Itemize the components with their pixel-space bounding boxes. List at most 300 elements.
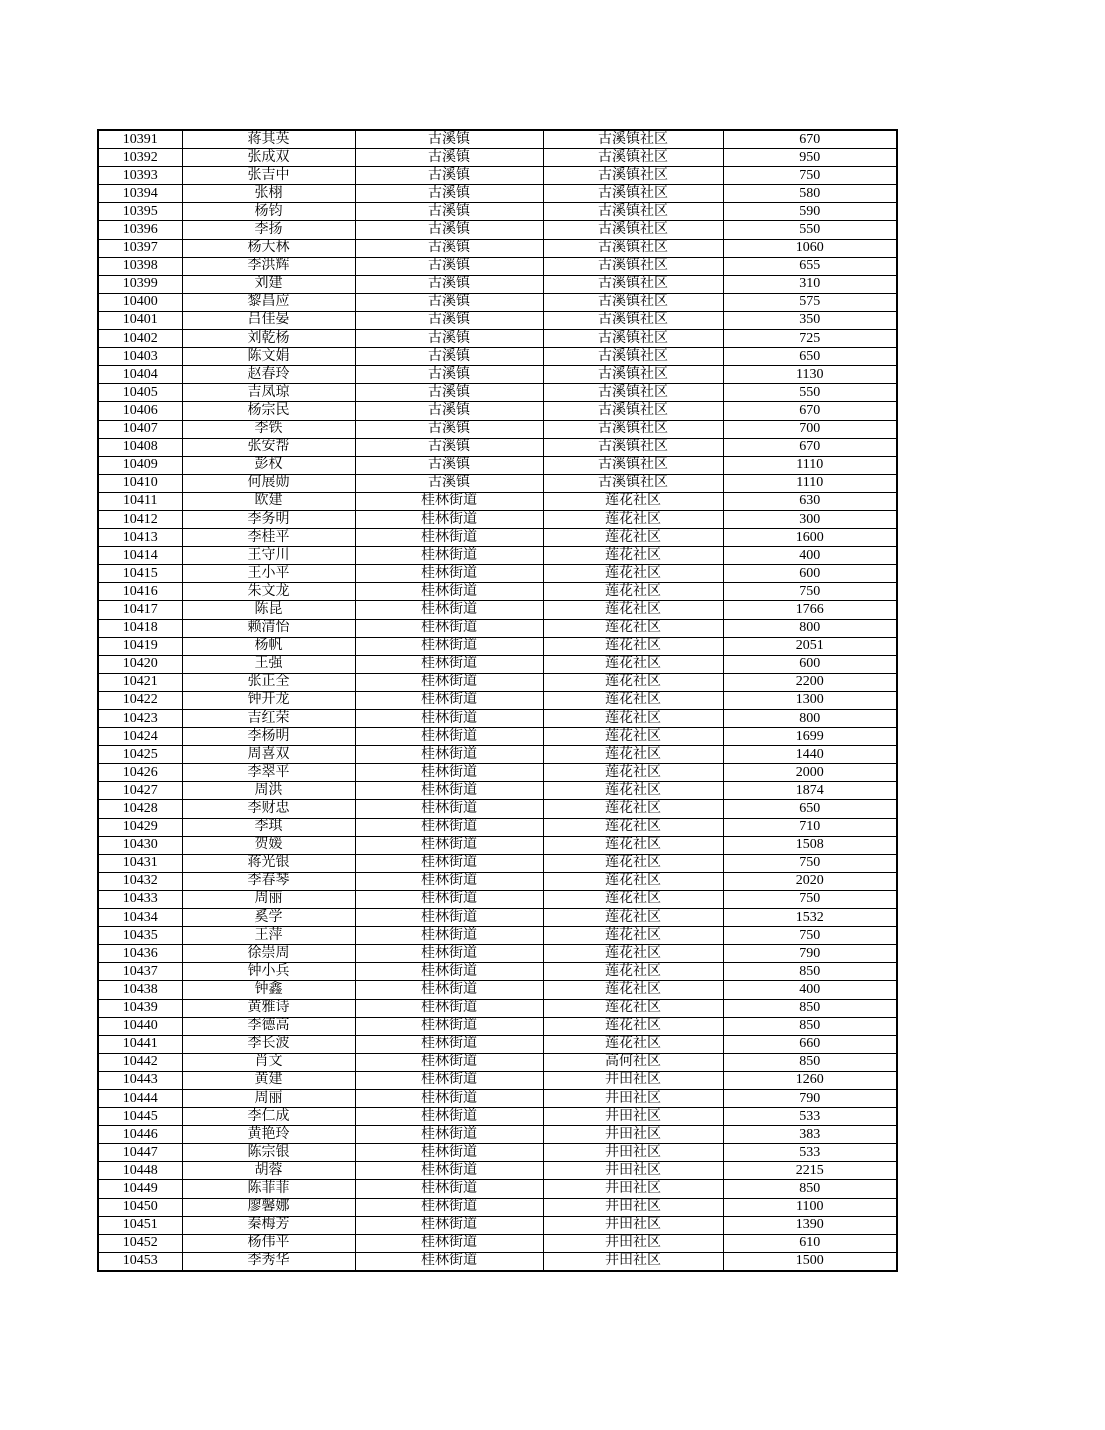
community-cell: 古溪镇社区 bbox=[543, 203, 723, 221]
name-cell: 王小平 bbox=[182, 565, 355, 583]
table-row bbox=[98, 818, 897, 836]
amount-cell: 1699 bbox=[723, 728, 897, 746]
id-cell: 10448 bbox=[98, 1162, 182, 1180]
community-cell: 莲花社区 bbox=[543, 1017, 723, 1035]
town-cell: 桂林街道 bbox=[355, 999, 543, 1017]
name-cell: 杨帆 bbox=[182, 637, 355, 655]
community-cell: 莲花社区 bbox=[543, 710, 723, 728]
amount-cell: 1766 bbox=[723, 601, 897, 619]
name-cell: 李仁成 bbox=[182, 1108, 355, 1126]
amount-cell: 650 bbox=[723, 348, 897, 366]
name-cell: 李德高 bbox=[182, 1017, 355, 1035]
community-cell: 井田社区 bbox=[543, 1180, 723, 1198]
amount-cell: 1532 bbox=[723, 909, 897, 927]
id-cell: 10453 bbox=[98, 1252, 182, 1271]
table-row bbox=[98, 130, 897, 149]
community-cell: 莲花社区 bbox=[543, 872, 723, 890]
id-cell: 10443 bbox=[98, 1071, 182, 1089]
amount-cell: 650 bbox=[723, 800, 897, 818]
table-row bbox=[98, 1252, 897, 1271]
name-cell: 陈菲菲 bbox=[182, 1180, 355, 1198]
community-cell: 莲花社区 bbox=[543, 818, 723, 836]
community-cell: 莲花社区 bbox=[543, 601, 723, 619]
town-cell: 桂林街道 bbox=[355, 909, 543, 927]
id-cell: 10413 bbox=[98, 529, 182, 547]
name-cell: 刘建 bbox=[182, 275, 355, 293]
name-cell: 赖清怡 bbox=[182, 619, 355, 637]
amount-cell: 670 bbox=[723, 402, 897, 420]
name-cell: 张安帮 bbox=[182, 438, 355, 456]
table-row bbox=[98, 981, 897, 999]
community-cell: 莲花社区 bbox=[543, 691, 723, 709]
amount-cell: 1130 bbox=[723, 366, 897, 384]
id-cell: 10442 bbox=[98, 1053, 182, 1071]
amount-cell: 750 bbox=[723, 167, 897, 185]
name-cell: 李春琴 bbox=[182, 872, 355, 890]
amount-cell: 2200 bbox=[723, 673, 897, 691]
table-row bbox=[98, 565, 897, 583]
id-cell: 10417 bbox=[98, 601, 182, 619]
town-cell: 桂林街道 bbox=[355, 981, 543, 999]
id-cell: 10410 bbox=[98, 474, 182, 492]
amount-cell: 1060 bbox=[723, 239, 897, 257]
town-cell: 桂林街道 bbox=[355, 673, 543, 691]
table-row bbox=[98, 764, 897, 782]
name-cell: 彭权 bbox=[182, 456, 355, 474]
table-row bbox=[98, 1108, 897, 1126]
name-cell: 胡蓉 bbox=[182, 1162, 355, 1180]
amount-cell: 800 bbox=[723, 619, 897, 637]
amount-cell: 400 bbox=[723, 547, 897, 565]
community-cell: 古溪镇社区 bbox=[543, 438, 723, 456]
name-cell: 杨伟平 bbox=[182, 1234, 355, 1252]
table-row bbox=[98, 1071, 897, 1089]
amount-cell: 1508 bbox=[723, 836, 897, 854]
name-cell: 钟鑫 bbox=[182, 981, 355, 999]
id-cell: 10401 bbox=[98, 311, 182, 329]
id-cell: 10407 bbox=[98, 420, 182, 438]
table-row bbox=[98, 529, 897, 547]
table-row bbox=[98, 945, 897, 963]
amount-cell: 850 bbox=[723, 1180, 897, 1198]
town-cell: 古溪镇 bbox=[355, 456, 543, 474]
id-cell: 10426 bbox=[98, 764, 182, 782]
name-cell: 李杨明 bbox=[182, 728, 355, 746]
community-cell: 莲花社区 bbox=[543, 836, 723, 854]
name-cell: 欧建 bbox=[182, 492, 355, 510]
id-cell: 10449 bbox=[98, 1180, 182, 1198]
amount-cell: 1600 bbox=[723, 529, 897, 547]
amount-cell: 670 bbox=[723, 438, 897, 456]
town-cell: 桂林街道 bbox=[355, 1089, 543, 1107]
community-cell: 古溪镇社区 bbox=[543, 275, 723, 293]
id-cell: 10402 bbox=[98, 330, 182, 348]
community-cell: 井田社区 bbox=[543, 1252, 723, 1271]
community-cell: 古溪镇社区 bbox=[543, 330, 723, 348]
community-cell: 井田社区 bbox=[543, 1216, 723, 1234]
community-cell: 莲花社区 bbox=[543, 927, 723, 945]
community-cell: 莲花社区 bbox=[543, 510, 723, 528]
id-cell: 10415 bbox=[98, 565, 182, 583]
name-cell: 周丽 bbox=[182, 890, 355, 908]
amount-cell: 750 bbox=[723, 854, 897, 872]
id-cell: 10416 bbox=[98, 583, 182, 601]
id-cell: 10437 bbox=[98, 963, 182, 981]
name-cell: 陈宗银 bbox=[182, 1144, 355, 1162]
table-row bbox=[98, 311, 897, 329]
id-cell: 10424 bbox=[98, 728, 182, 746]
community-cell: 井田社区 bbox=[543, 1198, 723, 1216]
town-cell: 桂林街道 bbox=[355, 510, 543, 528]
community-cell: 莲花社区 bbox=[543, 854, 723, 872]
amount-cell: 610 bbox=[723, 1234, 897, 1252]
town-cell: 桂林街道 bbox=[355, 1144, 543, 1162]
id-cell: 10395 bbox=[98, 203, 182, 221]
id-cell: 10409 bbox=[98, 456, 182, 474]
town-cell: 桂林街道 bbox=[355, 764, 543, 782]
name-cell: 张栩 bbox=[182, 185, 355, 203]
table-row bbox=[98, 474, 897, 492]
amount-cell: 950 bbox=[723, 149, 897, 167]
name-cell: 张吉中 bbox=[182, 167, 355, 185]
town-cell: 桂林街道 bbox=[355, 529, 543, 547]
id-cell: 10433 bbox=[98, 890, 182, 908]
table-row bbox=[98, 1180, 897, 1198]
name-cell: 李扬 bbox=[182, 221, 355, 239]
community-cell: 古溪镇社区 bbox=[543, 185, 723, 203]
name-cell: 李翠平 bbox=[182, 764, 355, 782]
table-row bbox=[98, 800, 897, 818]
amount-cell: 600 bbox=[723, 565, 897, 583]
id-cell: 10405 bbox=[98, 384, 182, 402]
table-row bbox=[98, 619, 897, 637]
name-cell: 周喜双 bbox=[182, 746, 355, 764]
table-row bbox=[98, 384, 897, 402]
amount-cell: 655 bbox=[723, 257, 897, 275]
amount-cell: 533 bbox=[723, 1108, 897, 1126]
table-row bbox=[98, 330, 897, 348]
town-cell: 桂林街道 bbox=[355, 691, 543, 709]
table-row bbox=[98, 890, 897, 908]
community-cell: 莲花社区 bbox=[543, 655, 723, 673]
id-cell: 10450 bbox=[98, 1198, 182, 1216]
id-cell: 10430 bbox=[98, 836, 182, 854]
community-cell: 井田社区 bbox=[543, 1089, 723, 1107]
table-row bbox=[98, 1144, 897, 1162]
town-cell: 桂林街道 bbox=[355, 1180, 543, 1198]
name-cell: 贺媛 bbox=[182, 836, 355, 854]
town-cell: 古溪镇 bbox=[355, 221, 543, 239]
amount-cell: 383 bbox=[723, 1126, 897, 1144]
id-cell: 10396 bbox=[98, 221, 182, 239]
table-row bbox=[98, 1017, 897, 1035]
town-cell: 古溪镇 bbox=[355, 257, 543, 275]
community-cell: 井田社区 bbox=[543, 1126, 723, 1144]
table-row bbox=[98, 583, 897, 601]
town-cell: 桂林街道 bbox=[355, 782, 543, 800]
id-cell: 10452 bbox=[98, 1234, 182, 1252]
town-cell: 桂林街道 bbox=[355, 728, 543, 746]
town-cell: 古溪镇 bbox=[355, 149, 543, 167]
town-cell: 桂林街道 bbox=[355, 1216, 543, 1234]
community-cell: 莲花社区 bbox=[543, 529, 723, 547]
town-cell: 桂林街道 bbox=[355, 818, 543, 836]
table-row bbox=[98, 203, 897, 221]
table-row bbox=[98, 782, 897, 800]
name-cell: 赵春玲 bbox=[182, 366, 355, 384]
community-cell: 古溪镇社区 bbox=[543, 149, 723, 167]
town-cell: 古溪镇 bbox=[355, 420, 543, 438]
community-cell: 莲花社区 bbox=[543, 1035, 723, 1053]
id-cell: 10391 bbox=[98, 130, 182, 149]
id-cell: 10418 bbox=[98, 619, 182, 637]
community-cell: 莲花社区 bbox=[543, 673, 723, 691]
community-cell: 古溪镇社区 bbox=[543, 420, 723, 438]
table-row bbox=[98, 746, 897, 764]
id-cell: 10414 bbox=[98, 547, 182, 565]
id-cell: 10428 bbox=[98, 800, 182, 818]
id-cell: 10419 bbox=[98, 637, 182, 655]
amount-cell: 750 bbox=[723, 890, 897, 908]
name-cell: 何展勋 bbox=[182, 474, 355, 492]
town-cell: 桂林街道 bbox=[355, 800, 543, 818]
community-cell: 莲花社区 bbox=[543, 890, 723, 908]
id-cell: 10392 bbox=[98, 149, 182, 167]
amount-cell: 790 bbox=[723, 945, 897, 963]
id-cell: 10434 bbox=[98, 909, 182, 927]
town-cell: 桂林街道 bbox=[355, 963, 543, 981]
name-cell: 李长波 bbox=[182, 1035, 355, 1053]
table-row bbox=[98, 547, 897, 565]
town-cell: 桂林街道 bbox=[355, 1071, 543, 1089]
amount-cell: 850 bbox=[723, 963, 897, 981]
town-cell: 桂林街道 bbox=[355, 492, 543, 510]
town-cell: 桂林街道 bbox=[355, 1017, 543, 1035]
amount-cell: 1260 bbox=[723, 1071, 897, 1089]
name-cell: 黄艳玲 bbox=[182, 1126, 355, 1144]
id-cell: 10421 bbox=[98, 673, 182, 691]
town-cell: 桂林街道 bbox=[355, 872, 543, 890]
town-cell: 桂林街道 bbox=[355, 1252, 543, 1271]
town-cell: 桂林街道 bbox=[355, 927, 543, 945]
table-row bbox=[98, 1089, 897, 1107]
amount-cell: 1300 bbox=[723, 691, 897, 709]
table-row bbox=[98, 239, 897, 257]
name-cell: 周丽 bbox=[182, 1089, 355, 1107]
town-cell: 古溪镇 bbox=[355, 438, 543, 456]
id-cell: 10435 bbox=[98, 927, 182, 945]
table-row bbox=[98, 1053, 897, 1071]
id-cell: 10431 bbox=[98, 854, 182, 872]
table-row bbox=[98, 927, 897, 945]
community-cell: 古溪镇社区 bbox=[543, 384, 723, 402]
community-cell: 井田社区 bbox=[543, 1162, 723, 1180]
table-row bbox=[98, 438, 897, 456]
id-cell: 10393 bbox=[98, 167, 182, 185]
town-cell: 古溪镇 bbox=[355, 402, 543, 420]
name-cell: 徐崇周 bbox=[182, 945, 355, 963]
table-row bbox=[98, 185, 897, 203]
table-row bbox=[98, 149, 897, 167]
id-cell: 10422 bbox=[98, 691, 182, 709]
amount-cell: 580 bbox=[723, 185, 897, 203]
table-row bbox=[98, 673, 897, 691]
town-cell: 古溪镇 bbox=[355, 203, 543, 221]
community-cell: 莲花社区 bbox=[543, 981, 723, 999]
table-row bbox=[98, 275, 897, 293]
name-cell: 吉红荣 bbox=[182, 710, 355, 728]
name-cell: 杨大林 bbox=[182, 239, 355, 257]
table-row bbox=[98, 854, 897, 872]
amount-cell: 2215 bbox=[723, 1162, 897, 1180]
town-cell: 桂林街道 bbox=[355, 1234, 543, 1252]
town-cell: 桂林街道 bbox=[355, 1035, 543, 1053]
name-cell: 李财忠 bbox=[182, 800, 355, 818]
amount-cell: 550 bbox=[723, 384, 897, 402]
amount-cell: 1390 bbox=[723, 1216, 897, 1234]
community-cell: 莲花社区 bbox=[543, 637, 723, 655]
amount-cell: 800 bbox=[723, 710, 897, 728]
community-cell: 莲花社区 bbox=[543, 963, 723, 981]
name-cell: 吉凤琼 bbox=[182, 384, 355, 402]
name-cell: 李务明 bbox=[182, 510, 355, 528]
amount-cell: 2000 bbox=[723, 764, 897, 782]
town-cell: 古溪镇 bbox=[355, 366, 543, 384]
id-cell: 10451 bbox=[98, 1216, 182, 1234]
table-row bbox=[98, 293, 897, 311]
community-cell: 莲花社区 bbox=[543, 746, 723, 764]
name-cell: 李铁 bbox=[182, 420, 355, 438]
town-cell: 古溪镇 bbox=[355, 384, 543, 402]
community-cell: 莲花社区 bbox=[543, 764, 723, 782]
name-cell: 奚学 bbox=[182, 909, 355, 927]
town-cell: 桂林街道 bbox=[355, 583, 543, 601]
town-cell: 古溪镇 bbox=[355, 275, 543, 293]
name-cell: 刘乾杨 bbox=[182, 330, 355, 348]
table-row bbox=[98, 963, 897, 981]
id-cell: 10444 bbox=[98, 1089, 182, 1107]
table-row bbox=[98, 492, 897, 510]
table-row bbox=[98, 348, 897, 366]
id-cell: 10408 bbox=[98, 438, 182, 456]
amount-cell: 1440 bbox=[723, 746, 897, 764]
community-cell: 井田社区 bbox=[543, 1144, 723, 1162]
table-row bbox=[98, 655, 897, 673]
name-cell: 黎昌应 bbox=[182, 293, 355, 311]
name-cell: 钟小兵 bbox=[182, 963, 355, 981]
table-row bbox=[98, 456, 897, 474]
amount-cell: 850 bbox=[723, 1017, 897, 1035]
community-cell: 古溪镇社区 bbox=[543, 311, 723, 329]
community-cell: 古溪镇社区 bbox=[543, 130, 723, 149]
community-cell: 井田社区 bbox=[543, 1234, 723, 1252]
table-row bbox=[98, 601, 897, 619]
amount-cell: 670 bbox=[723, 130, 897, 149]
amount-cell: 550 bbox=[723, 221, 897, 239]
community-cell: 井田社区 bbox=[543, 1071, 723, 1089]
community-cell: 莲花社区 bbox=[543, 565, 723, 583]
town-cell: 桂林街道 bbox=[355, 1126, 543, 1144]
amount-cell: 575 bbox=[723, 293, 897, 311]
amount-cell: 750 bbox=[723, 927, 897, 945]
name-cell: 李洪辉 bbox=[182, 257, 355, 275]
table-row bbox=[98, 872, 897, 890]
id-cell: 10404 bbox=[98, 366, 182, 384]
table-body bbox=[98, 130, 897, 1271]
community-cell: 古溪镇社区 bbox=[543, 402, 723, 420]
community-cell: 莲花社区 bbox=[543, 492, 723, 510]
community-cell: 古溪镇社区 bbox=[543, 348, 723, 366]
id-cell: 10420 bbox=[98, 655, 182, 673]
name-cell: 杨钧 bbox=[182, 203, 355, 221]
community-cell: 古溪镇社区 bbox=[543, 474, 723, 492]
amount-cell: 850 bbox=[723, 999, 897, 1017]
table-row bbox=[98, 510, 897, 528]
community-cell: 莲花社区 bbox=[543, 619, 723, 637]
table-row bbox=[98, 1126, 897, 1144]
id-cell: 10406 bbox=[98, 402, 182, 420]
town-cell: 桂林街道 bbox=[355, 1053, 543, 1071]
amount-cell: 1110 bbox=[723, 474, 897, 492]
name-cell: 王守川 bbox=[182, 547, 355, 565]
table-row bbox=[98, 1162, 897, 1180]
name-cell: 蒋其英 bbox=[182, 130, 355, 149]
town-cell: 桂林街道 bbox=[355, 1108, 543, 1126]
name-cell: 吕佳晏 bbox=[182, 311, 355, 329]
id-cell: 10397 bbox=[98, 239, 182, 257]
town-cell: 古溪镇 bbox=[355, 185, 543, 203]
town-cell: 桂林街道 bbox=[355, 710, 543, 728]
amount-cell: 790 bbox=[723, 1089, 897, 1107]
id-cell: 10440 bbox=[98, 1017, 182, 1035]
table-row bbox=[98, 999, 897, 1017]
id-cell: 10400 bbox=[98, 293, 182, 311]
name-cell: 李秀华 bbox=[182, 1252, 355, 1271]
community-cell: 莲花社区 bbox=[543, 583, 723, 601]
id-cell: 10438 bbox=[98, 981, 182, 999]
town-cell: 古溪镇 bbox=[355, 130, 543, 149]
town-cell: 桂林街道 bbox=[355, 637, 543, 655]
table-row bbox=[98, 637, 897, 655]
table-row bbox=[98, 1234, 897, 1252]
amount-cell: 1500 bbox=[723, 1252, 897, 1271]
name-cell: 廖馨娜 bbox=[182, 1198, 355, 1216]
table-row bbox=[98, 1198, 897, 1216]
name-cell: 秦梅芳 bbox=[182, 1216, 355, 1234]
id-cell: 10425 bbox=[98, 746, 182, 764]
name-cell: 李琪 bbox=[182, 818, 355, 836]
amount-cell: 600 bbox=[723, 655, 897, 673]
amount-cell: 750 bbox=[723, 583, 897, 601]
town-cell: 古溪镇 bbox=[355, 330, 543, 348]
amount-cell: 2051 bbox=[723, 637, 897, 655]
amount-cell: 350 bbox=[723, 311, 897, 329]
name-cell: 杨宗民 bbox=[182, 402, 355, 420]
amount-cell: 850 bbox=[723, 1053, 897, 1071]
id-cell: 10447 bbox=[98, 1144, 182, 1162]
town-cell: 古溪镇 bbox=[355, 239, 543, 257]
id-cell: 10445 bbox=[98, 1108, 182, 1126]
id-cell: 10429 bbox=[98, 818, 182, 836]
name-cell: 朱文龙 bbox=[182, 583, 355, 601]
town-cell: 桂林街道 bbox=[355, 565, 543, 583]
amount-cell: 1110 bbox=[723, 456, 897, 474]
town-cell: 桂林街道 bbox=[355, 1198, 543, 1216]
community-cell: 古溪镇社区 bbox=[543, 221, 723, 239]
town-cell: 桂林街道 bbox=[355, 547, 543, 565]
id-cell: 10423 bbox=[98, 710, 182, 728]
amount-cell: 300 bbox=[723, 510, 897, 528]
